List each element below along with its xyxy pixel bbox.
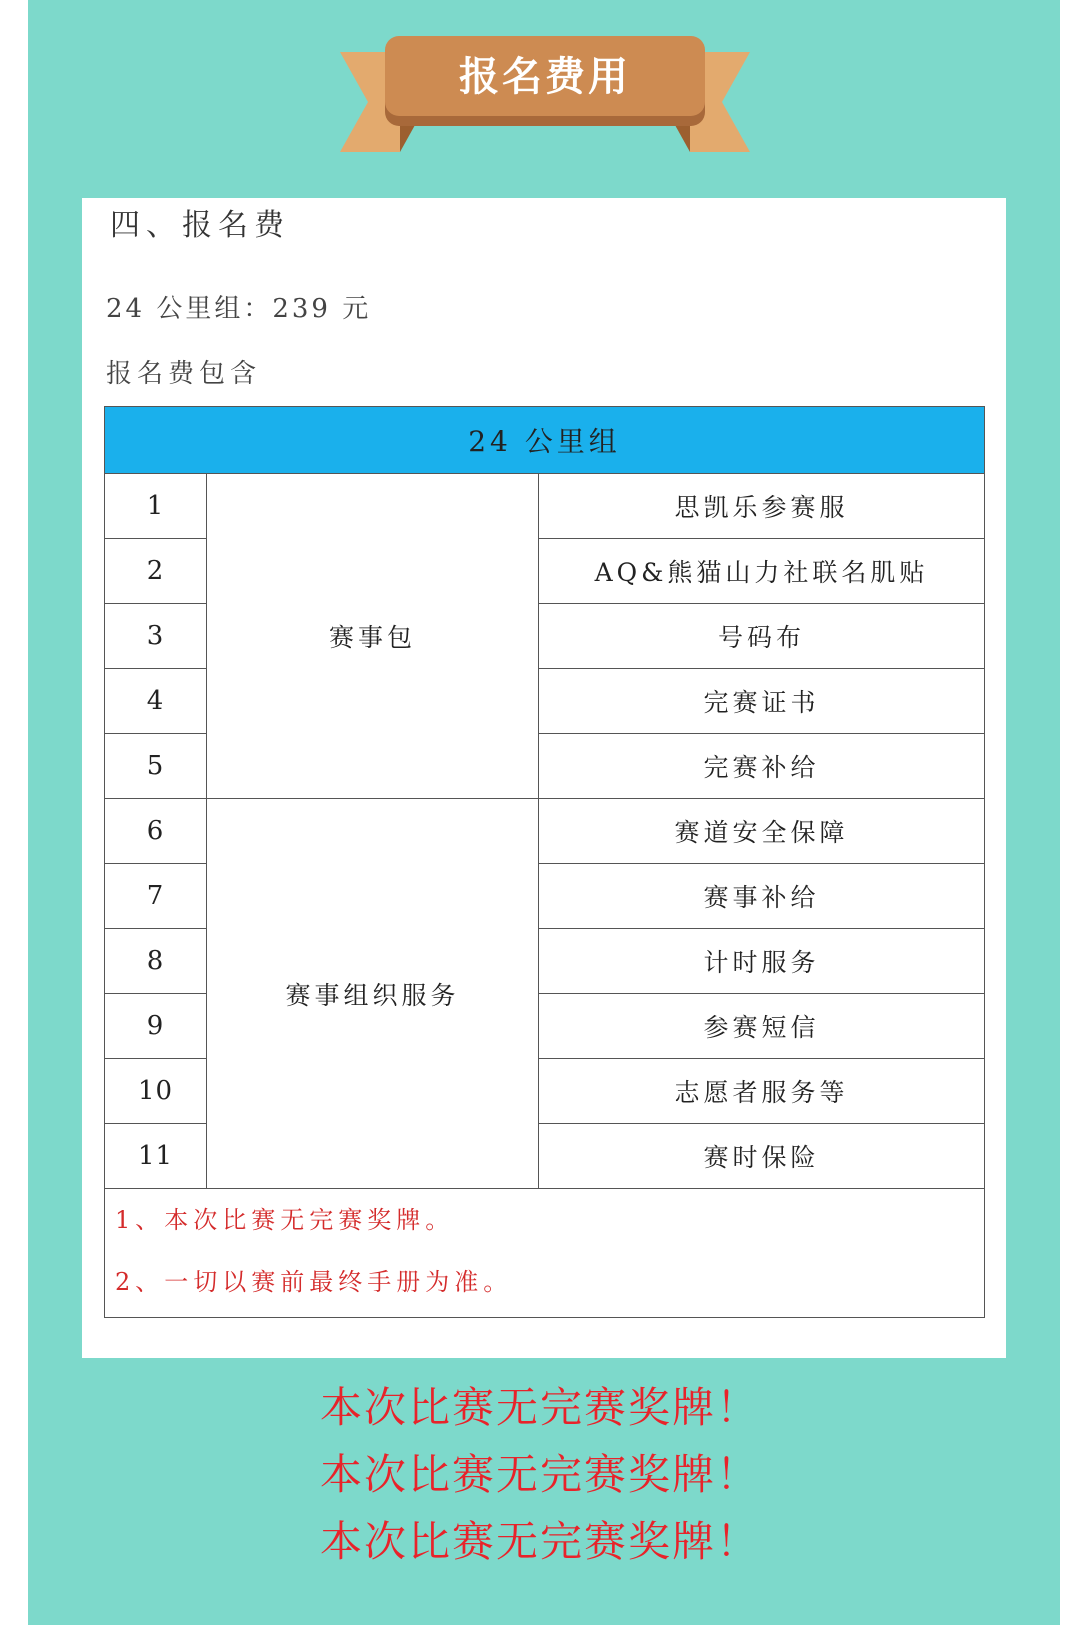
warning-line: 本次比赛无完赛奖牌！ <box>319 1383 760 1432</box>
row-number: 9 <box>105 994 207 1059</box>
row-item: 完赛证书 <box>539 669 985 734</box>
table-header: 24 公里组 <box>105 407 985 474</box>
group-label: 赛事组织服务 <box>207 799 539 1189</box>
table-row <box>105 799 985 864</box>
warning-line: 本次比赛无完赛奖牌！ <box>319 1450 760 1499</box>
price-line: 24 公里组：239 元 <box>106 294 372 324</box>
row-number: 1 <box>105 474 207 539</box>
row-item: 志愿者服务等 <box>539 1059 985 1124</box>
row-number: 10 <box>105 1059 207 1124</box>
group-label: 赛事包 <box>207 474 539 799</box>
note-line: 2、一切以赛前最终手册为准。 <box>115 1268 513 1296</box>
banner-title: 报名费用 <box>459 54 631 100</box>
row-number: 5 <box>105 734 207 799</box>
row-number: 4 <box>105 669 207 734</box>
section-title: 四、报名费 <box>110 208 290 243</box>
row-number: 8 <box>105 929 207 994</box>
row-item: 思凯乐参赛服 <box>539 474 985 539</box>
row-item: 完赛补给 <box>539 734 985 799</box>
row-item: 计时服务 <box>539 929 985 994</box>
row-item: AQ&熊猫山力社联名肌贴 <box>539 539 985 604</box>
note-line: 1、本次比赛无完赛奖牌。 <box>115 1206 455 1234</box>
row-number: 2 <box>105 539 207 604</box>
fee-table <box>104 406 985 1318</box>
notes-row <box>105 1189 985 1318</box>
row-number: 7 <box>105 864 207 929</box>
row-item: 赛道安全保障 <box>539 799 985 864</box>
notes-cell <box>105 1189 985 1318</box>
row-item: 参赛短信 <box>539 994 985 1059</box>
title-ribbon <box>340 36 750 156</box>
row-number: 3 <box>105 604 207 669</box>
row-item: 赛事补给 <box>539 864 985 929</box>
row-item: 号码布 <box>539 604 985 669</box>
table-row <box>105 474 985 539</box>
includes-line: 报名费包含 <box>106 359 262 389</box>
fee-card <box>82 198 1006 1358</box>
row-number: 6 <box>105 799 207 864</box>
row-number: 11 <box>105 1124 207 1189</box>
warning-line: 本次比赛无完赛奖牌！ <box>319 1517 760 1566</box>
row-item: 赛时保险 <box>539 1124 985 1189</box>
